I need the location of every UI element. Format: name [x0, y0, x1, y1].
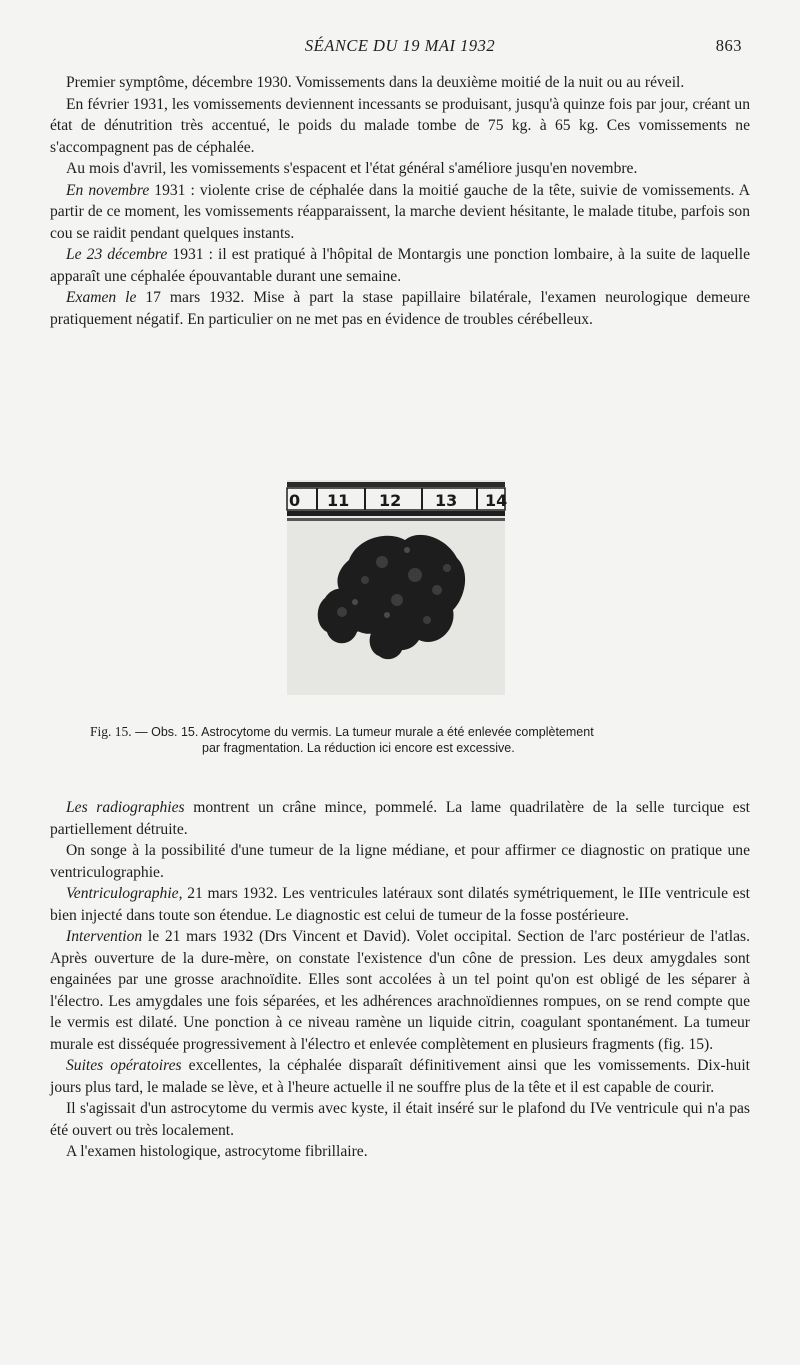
paragraph-april: Au mois d'avril, les vomissements s'espacent et l'état général s'améliore jusqu'en novembre.	[66, 160, 638, 177]
paragraph-examination: Examen le 17 mars 1932. Mise à part la stase papillaire bilatérale, l'examen neurologique demeure pratiquement négatif. En particulier on ne met pas en évidence de troubles cérébelleux.	[50, 289, 750, 328]
caption-line-1: — Obs. 15. Astrocytome du vermis. La tumeur murale a été enlevée complètement	[135, 725, 594, 739]
caption-line-2: par fragmentation. La réduction ici encore est excessive.	[202, 741, 515, 755]
paragraph-conclusion: Il s'agissait d'un astrocytome du vermis avec kyste, il était inséré sur le plafond du IVe ventricule qui n'a pas été ouvert ou très localement.	[50, 1100, 750, 1139]
paragraph-first-symptom: Premier symptôme, décembre 1930. Vomissements dans la deuxième moitié de la nuit ou au réveil.	[66, 74, 685, 91]
paragraph-december: Le 23 décembre 1931 : il est pratiqué à l'hôpital de Montargis une ponction lombaire, à la suite de laquelle apparaît une céphalée épouvantable durant une semaine.	[50, 246, 751, 285]
page-number: 863	[715, 36, 742, 55]
paragraph-ventriculography: Ventriculographie, 21 mars 1932. Les ventricules latéraux sont dilatés symétriquement, le IIIe ventricule est bien injecté dans toute son étendue. Le diagnostic est celui de tumeur de la fosse postérieure.	[50, 885, 750, 924]
ruler-number-11: 11	[327, 491, 350, 510]
specimen-photo-graphic	[287, 480, 508, 695]
specimen-photograph	[287, 480, 508, 695]
ruler-number-13: 13	[435, 491, 458, 510]
paragraph-intervention: Intervention le 21 mars 1932 (Drs Vincent et David). Volet occipital. Section de l'arc postérieur de l'atlas. Après ouverture de la dure-mère, on constate l'existence d'un cône de pression. Les deux amygdales sont engainées par une grosse arachnoïdite. Elles sont accolées à un tel point qu'on est obligé de les séparer à l'électro. Les amygdales une fois séparées, et les adhérences arachnoïdiennes rompues, on se rend compte que le vermis est dilaté. Une ponction à ce niveau ramène un liquide citrin, coagulant spontanément. La tumeur murale est disséquée progressivement à l'électro et enlevée complètement en plusieurs fragments (fig. 15).	[50, 928, 750, 1053]
running-title: SÉANCE DU 19 MAI 1932	[304, 36, 496, 55]
bottom-text-block	[50, 797, 750, 1163]
page-header	[0, 36, 800, 60]
paragraph-histology: A l'examen histologique, astrocytome fibrillaire.	[66, 1143, 368, 1160]
paragraph-november: En novembre 1931 : violente crise de céphalée dans la moitié gauche de la tête, suivie de vomissements. A partir de ce moment, les vomissements réapparaissent, la marche devient hésitante, le malade titube, parfois son cou se raidit pendant quelques instants.	[50, 181, 750, 242]
paragraph-diagnosis: On songe à la possibilité d'une tumeur de la ligne médiane, et pour affirmer ce diagnostic on pratique une ventriculographie.	[50, 842, 750, 881]
paragraph-postoperative: Suites opératoires excellentes, la céphalée disparaît définitivement ainsi que les vomissements. Dix-huit jours plus tard, le malade se lève, et à l'heure actuelle il ne souffre plus de la tête et il est capable de courir.	[50, 1057, 751, 1096]
ruler-number-12: 12	[379, 491, 402, 510]
paragraph-radiographs: Les radiographies montrent un crâne mince, pommelé. La lame quadrilatère de la selle turcique est partiellement détruite.	[50, 799, 750, 838]
figure-caption	[90, 724, 730, 756]
figure-label: Fig. 15.	[90, 724, 132, 739]
ruler-number-0: 0	[289, 491, 301, 510]
top-text-block	[50, 72, 750, 330]
paragraph-february: En février 1931, les vomissements deviennent incessants se produisant, jusqu'à quinze fois par jour, créant un état de dénutrition très accentué, le poids du malade tombe de 75 kg. à 65 kg. Ces vomissements ne s'accompagnent pas de céphalée.	[50, 95, 750, 156]
ruler-number-14: 14	[485, 491, 508, 510]
